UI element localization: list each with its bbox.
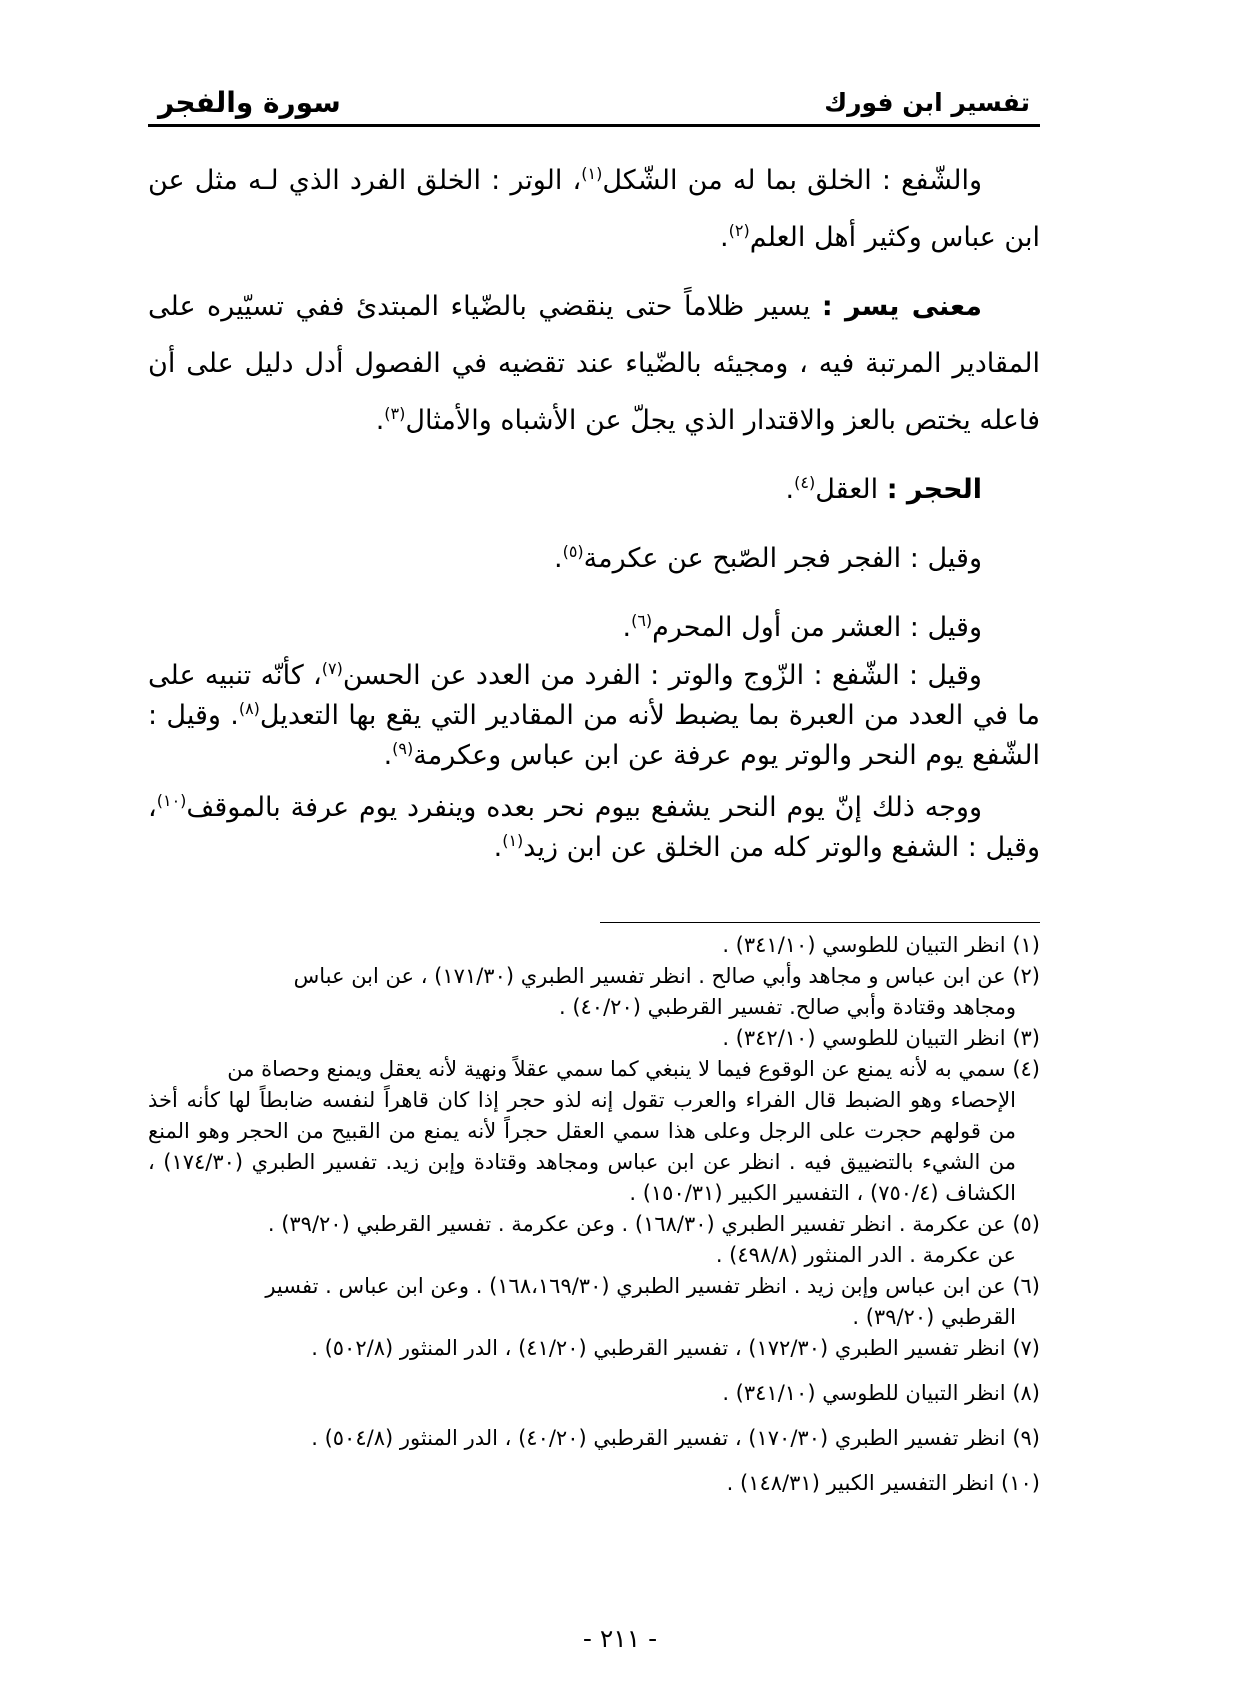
footnote-continuation: الإحصاء وهو الضبط قال الفراء والعرب تقول إنه لذو حجر إذا كان قاهراً لنفسه ضابطاً لها كأنه أخذ من قولهم حجرت على الرجل وعلى هذا سمي العقل حجراً لأنه يمنع من القبيح من الحجر وهو المنع من الشيء بالتضييق فيه . انظر عن ابن عباس ومجاهد وقتادة وإبن زيد. تفسير الطبري (١٧٤/٣٠) ، الكشاف (٧٥٠/٤) ، التفسير الكبير (١٥٠/٣١) .	[148, 1088, 1016, 1205]
footnote-text: (٦) عن ابن عباس وإبن زيد . انظر تفسير الطبري (١٦٨،١٦٩/٣٠) . وعن ابن عباس . تفسير	[265, 1274, 1040, 1298]
term-hijr: الحجر :	[886, 474, 982, 505]
footnote-ref: (١)	[502, 831, 524, 850]
page-number: - ٢١١ -	[582, 1624, 658, 1653]
paragraph-fajr	[148, 530, 1040, 587]
paragraph-yasr	[148, 278, 1040, 449]
footnote-continuation: ومجاهد وقتادة وأبي صالح. تفسير القرطبي (٤٠/٢٠) .	[558, 995, 1016, 1019]
footnote-8	[148, 1378, 1040, 1409]
footnote-ref: (٣)	[384, 404, 406, 423]
footnote-ref: (٤)	[794, 473, 816, 492]
footnote-ref: (٦)	[631, 611, 653, 630]
paragraph-ashr	[148, 599, 1040, 656]
footnotes	[148, 930, 1040, 1499]
text-run: وقيل : الشّفع : الزّوج والوتر : الفرد من العدد عن الحسن	[342, 660, 982, 691]
footnote-2	[148, 961, 1040, 1023]
text-run: .	[553, 543, 563, 574]
footnote-text: (٤) سمي به لأنه يمنع عن الوقوع فيما لا ينبغي كما سمي عقلاً ونهية لأنه يعقل ويمنع وحصاة من	[227, 1057, 1040, 1081]
text-run: والشّفع : الخلق بما له من الشّكل	[602, 165, 982, 196]
surah-title: سورة والفجر	[158, 86, 341, 119]
text-run: ووجه ذلك إنّ يوم النحر يشفع بيوم نحر بعده وينفرد يوم عرفة بالموقف	[186, 792, 982, 823]
footnote-ref: (٩)	[392, 739, 414, 758]
footnote-continuation: القرطبي (٣٩/٢٠) .	[852, 1305, 1016, 1329]
footnote-text: (١٠) انظر التفسير الكبير (١٤٨/٣١) .	[726, 1471, 1040, 1495]
footnote-ref: (١٠)	[156, 791, 187, 810]
footnote-text: (٩) انظر تفسير الطبري (١٧٠/٣٠) ، تفسير القرطبي (٤٠/٢٠) ، الدر المنثور (٥٠٤/٨) .	[311, 1426, 1040, 1450]
footnote-ref: (٨)	[238, 699, 260, 718]
main-text	[148, 152, 1040, 868]
footnote-text: (١) انظر التبيان للطوسي (٣٤١/١٠) .	[722, 933, 1040, 957]
text-run: ، كأنّه تنبيه على ما في العدد من العبرة بما يضبط لأنه من المقادير التي يقع بها التعديل	[148, 660, 1040, 731]
footnote-text: (٢) عن ابن عباس و مجاهد وأبي صالح . انظر تفسير الطبري (١٧١/٣٠) ، عن ابن عباس	[293, 964, 1040, 988]
footnote-text: (٧) انظر تفسير الطبري (١٧٢/٣٠) ، تفسير القرطبي (٤١/٢٠) ، الدر المنثور (٥٠٢/٨) .	[311, 1336, 1040, 1360]
footnote-separator	[600, 922, 1040, 923]
text-run: .	[383, 740, 393, 771]
text-run: ، الوتر : الخلق الفرد الذي لـه مثل عن ابن عباس وكثير أهل العلم	[148, 165, 1040, 253]
text-run: .	[375, 405, 385, 436]
footnote-text: (٥) عن عكرمة . انظر تفسير الطبري (١٦٨/٣٠) . وعن عكرمة . تفسير القرطبي (٣٩/٢٠) .	[267, 1212, 1040, 1236]
paragraph-hijr	[148, 461, 1040, 518]
book-title: تفسير ابن فورك	[824, 88, 1030, 117]
text-run: .	[785, 474, 795, 505]
footnote-ref: (٢)	[728, 221, 750, 240]
footnote-4	[148, 1054, 1040, 1209]
footnote-ref: (٥)	[562, 542, 584, 561]
footnote-7	[148, 1333, 1040, 1364]
text-run: . وقيل : الشّفع يوم النحر والوتر يوم عرفة عن ابن عباس وعكرمة	[148, 700, 1040, 771]
text-run: يسير ظلاماً حتى ينقضي بالضّياء المبتدئ ففي تسيّيره على المقادير المرتبة فيه ، ومجيئه بالضّياء عند تقضيه في الفصول أدل دليل على أن فاعله يختص بالعز والاقتدار الذي يجلّ عن الأشباه والأمثال	[148, 291, 1040, 436]
page-header	[148, 84, 1040, 127]
footnote-10	[148, 1468, 1040, 1499]
paragraph-zawj	[148, 656, 1040, 776]
footnote-ref: (٧)	[321, 659, 343, 678]
footnote-ref: (١)	[581, 164, 603, 183]
footnote-6	[148, 1271, 1040, 1333]
paragraph-wajh	[148, 788, 1040, 868]
text-run: وقيل : الفجر فجر الصّبح عن عكرمة	[583, 543, 982, 574]
footnote-1	[148, 930, 1040, 961]
text-run: ، وقيل : الشفع والوتر كله من الخلق عن ابن زيد	[148, 792, 1040, 863]
footnote-text: (٣) انظر التبيان للطوسي (٣٤٢/١٠) .	[722, 1026, 1040, 1050]
footnote-5	[148, 1209, 1040, 1271]
text-run: .	[493, 832, 503, 863]
footnote-3	[148, 1023, 1040, 1054]
footnote-9	[148, 1423, 1040, 1454]
footnote-text: (٨) انظر التبيان للطوسي (٣٤١/١٠) .	[722, 1381, 1040, 1405]
paragraph-shaf	[148, 152, 1040, 266]
text-run: وقيل : العشر من أول المحرم	[652, 612, 982, 643]
footnote-continuation: عن عكرمة . الدر المنثور (٤٩٨/٨) .	[715, 1243, 1016, 1267]
text-run: .	[622, 612, 632, 643]
term-yasr: معنى يسر :	[821, 291, 982, 322]
text-run: العقل	[815, 474, 887, 505]
text-run: .	[720, 222, 729, 253]
